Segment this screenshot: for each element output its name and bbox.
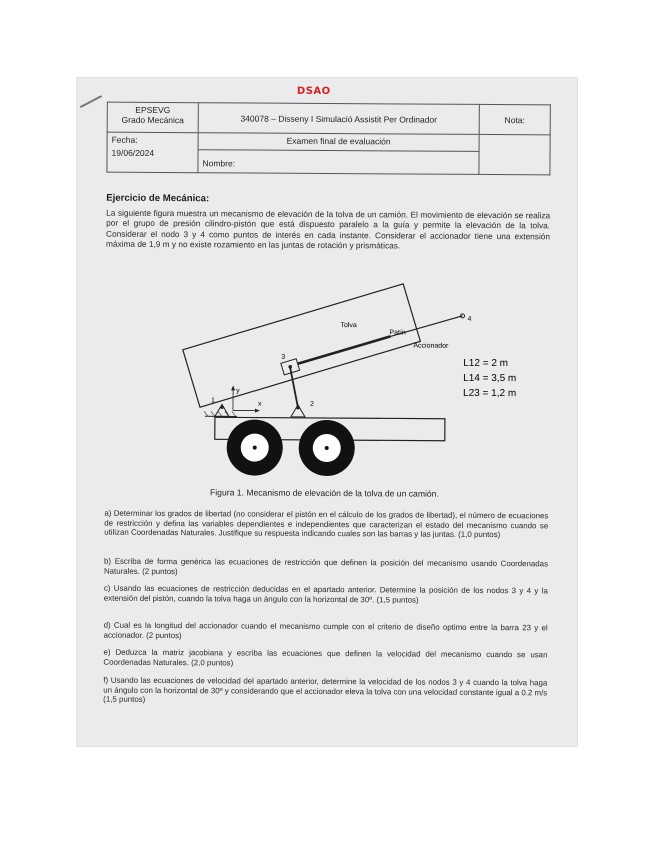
tolva-label: Tolva [340,322,357,330]
wheel-rear [299,420,355,476]
question-a: a) Determinar los grados de libertad (no considerar el pistón en el cálculo de los grados de libertad), el número de ecuaciones de restricción y defina las variables dependientes e independientes que caracterizan el estado del mecanismo cuando se utilizan Coordenadas Naturales. Justifique su respuesta indicando cuales son las barras y las juntas. (1,0 puntos) [104,508,549,540]
node-4-label: 4 [467,315,472,323]
dim-l23: L23 = 1,2 m [463,387,517,400]
accionador-label: Accionador [413,342,449,350]
dim-l12: L12 = 2 m [463,357,509,370]
question-c: c) Usando las ecuaciones de restricción deducidas en el apartado anterior. Determine la posición de los nodos 3 y 4 y la extensión del pistón, cuando la tolva haga un ángulo con la horizontal de 30º. (1,5 puntos) [103,583,548,605]
grade-box[interactable] [479,134,550,174]
x-axis-label: x [257,400,262,408]
pen-mark [80,95,102,107]
degree-name: Grado Mecánica [121,114,184,126]
school-name: EPSEVG [135,104,171,116]
exam-info-cell [198,133,479,175]
exercise-title: Ejercicio de Mecánica: [106,192,210,205]
node-1-label: 1 [211,397,215,405]
dim-l14: L14 = 3,5 m [463,372,517,385]
bar-23 [290,368,298,408]
question-b: b) Escriba de forma genérica las ecuaciones de restricción que definen la posición del mecanismo usando Coordenadas Naturales. (2 puntos) [103,556,549,576]
school-cell [107,102,198,133]
patin-label: Patín [389,329,406,337]
date-cell [107,132,198,173]
exam-title: Examen final de evaluación [199,133,479,152]
course-cell: 340078 – Disseny I Simulació Assistit Per Ordinador [198,103,479,135]
handwritten-stamp: DSAO [296,85,331,98]
node-3-label: 3 [281,353,286,361]
grade-label: Nota: [479,104,550,134]
mechanism-figure [175,312,517,484]
y-axis-label: y [236,387,240,395]
hopper-body [183,284,421,407]
actuator-cylinder [297,336,390,365]
question-e: e) Deduzca la matriz jacobiana y escriba las ecuaciones que definen la velocidad del mecanismo cuando se usan Coordenadas Naturales. (2,0 puntos) [103,647,548,668]
exercise-intro: La siguiente figura muestra un mecanismo de elevación de la tolva de un camión. El movimiento de elevación se realiza por el grupo de presión cilindro-pistón que está dispuesto paralelo a la guía y permite la elevación de la tolva. Considerar el nodo 3 y 4 como puntos de interés en cada instante. Considerar el accionador tiene una extensión máxima de 1,9 m y no existe rozamiento en las juntas de rotación y prismáticas. [105,207,551,251]
date-value: 19/06/2024 [111,147,155,158]
node-2-label: 2 [309,400,314,408]
question-d: d) Cual es la longitud del accionador cuando el mecanismo cumple con el criterio de diseño optimo entre la barra 23 y el accionador. (2 puntos) [103,620,548,640]
exam-sheet [77,78,577,746]
exam-header-table [106,102,550,176]
wheel-front [227,419,283,475]
name-label: Nombre: [202,158,236,169]
question-f: f) Usando las ecuaciones de velocidad del apartado anterior, determine la velocidad de los nodos 3 y 4 cuando la tolva haga un ángulo con la horizontal de 30º y considerando que el accionador eleva la tolva con una velocidad constante igual a 0.2 m/s (1,5 puntos) [103,675,548,705]
figure-caption: Figura 1. Mecanismo de elevación de la tolva de un camión. [210,487,439,499]
date-label: Fecha: [111,134,138,145]
